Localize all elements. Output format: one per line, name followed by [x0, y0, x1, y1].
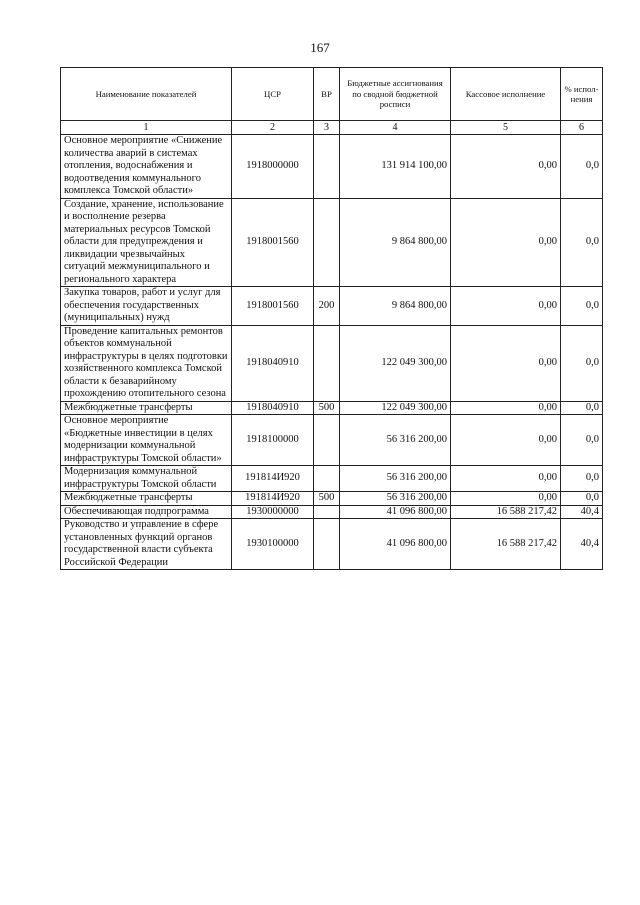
header-csr: ЦСР [232, 68, 314, 121]
row-percent: 40,4 [561, 519, 603, 570]
row-budget: 122 049 300,00 [340, 325, 451, 401]
row-cash: 0,00 [451, 135, 561, 199]
row-budget: 122 049 300,00 [340, 401, 451, 415]
row-budget: 56 316 200,00 [340, 492, 451, 506]
table-row [61, 519, 603, 570]
header-percent: % испол-нения [561, 68, 603, 121]
row-name: Проведение капитальных ремонтов объектов коммунальной инфраструктуры в целях подготовки хозяйственного комплекса Томской области к безаварийному прохождению отопительного сезона [61, 325, 232, 401]
row-cash: 16 588 217,42 [451, 505, 561, 519]
table-row [61, 466, 603, 492]
column-number: 1 [61, 121, 232, 135]
row-cash: 0,00 [451, 287, 561, 326]
header-vr: ВР [314, 68, 340, 121]
row-csr: 1918100000 [232, 415, 314, 466]
row-percent: 0,0 [561, 287, 603, 326]
row-budget: 56 316 200,00 [340, 415, 451, 466]
row-csr: 191814И920 [232, 466, 314, 492]
row-name: Обеспечивающая подпрограмма [61, 505, 232, 519]
row-budget: 41 096 800,00 [340, 505, 451, 519]
column-number-row [61, 121, 603, 135]
row-vr [314, 519, 340, 570]
row-name: Создание, хранение, использование и восполнение резерва материальных ресурсов Томской области для предупреждения и ликвидации чрезвычайных ситуаций межмуниципального и регионального характера [61, 198, 232, 287]
row-cash: 0,00 [451, 401, 561, 415]
row-percent: 0,0 [561, 415, 603, 466]
row-name: Модернизация коммунальной инфраструктуры Томской области [61, 466, 232, 492]
row-percent: 0,0 [561, 401, 603, 415]
table-row [61, 135, 603, 199]
row-percent: 0,0 [561, 492, 603, 506]
row-csr: 1918040910 [232, 325, 314, 401]
budget-execution-table [60, 67, 603, 570]
row-name: Межбюджетные трансферты [61, 492, 232, 506]
table-row [61, 492, 603, 506]
row-vr [314, 466, 340, 492]
row-percent: 0,0 [561, 135, 603, 199]
row-cash: 0,00 [451, 492, 561, 506]
header-name: Наименование показателей [61, 68, 232, 121]
row-name: Основное мероприятие «Бюджетные инвестиции в целях модернизации коммунальной инфраструктуры Томской области» [61, 415, 232, 466]
table-row [61, 325, 603, 401]
row-vr [314, 415, 340, 466]
table-row [61, 198, 603, 287]
row-percent: 40,4 [561, 505, 603, 519]
row-percent: 0,0 [561, 325, 603, 401]
row-budget: 56 316 200,00 [340, 466, 451, 492]
row-percent: 0,0 [561, 466, 603, 492]
row-name: Межбюджетные трансферты [61, 401, 232, 415]
row-vr [314, 325, 340, 401]
row-budget: 41 096 800,00 [340, 519, 451, 570]
row-budget: 131 914 100,00 [340, 135, 451, 199]
table-row [61, 401, 603, 415]
row-percent: 0,0 [561, 198, 603, 287]
row-csr: 1930100000 [232, 519, 314, 570]
row-csr: 1918001560 [232, 287, 314, 326]
row-vr: 200 [314, 287, 340, 326]
row-name: Руководство и управление в сфере установленных функций органов государственной власти субъекта Российской Федерации [61, 519, 232, 570]
row-csr: 1918000000 [232, 135, 314, 199]
row-cash: 0,00 [451, 415, 561, 466]
row-budget: 9 864 800,00 [340, 198, 451, 287]
column-number: 5 [451, 121, 561, 135]
row-vr: 500 [314, 492, 340, 506]
header-budget: Бюджетные ассигнования по сводной бюджетной росписи [340, 68, 451, 121]
header-cash: Кассовое исполнение [451, 68, 561, 121]
row-vr [314, 135, 340, 199]
table-row [61, 505, 603, 519]
row-cash: 16 588 217,42 [451, 519, 561, 570]
row-vr [314, 198, 340, 287]
header-row [61, 68, 603, 121]
table-row [61, 287, 603, 326]
page-number: 167 [310, 40, 330, 55]
row-cash: 0,00 [451, 466, 561, 492]
column-number: 3 [314, 121, 340, 135]
row-cash: 0,00 [451, 325, 561, 401]
table-row [61, 415, 603, 466]
row-csr: 1930000000 [232, 505, 314, 519]
row-vr: 500 [314, 401, 340, 415]
row-cash: 0,00 [451, 198, 561, 287]
row-csr: 1918040910 [232, 401, 314, 415]
row-name: Основное мероприятие «Снижение количества аварий в системах отопления, водоснабжения и водоотведения коммунального комплекса Томской области» [61, 135, 232, 199]
row-csr: 1918001560 [232, 198, 314, 287]
row-csr: 191814И920 [232, 492, 314, 506]
row-name: Закупка товаров, работ и услуг для обеспечения государственных (муниципальных) нужд [61, 287, 232, 326]
column-number: 2 [232, 121, 314, 135]
row-vr [314, 505, 340, 519]
column-number: 6 [561, 121, 603, 135]
row-budget: 9 864 800,00 [340, 287, 451, 326]
column-number: 4 [340, 121, 451, 135]
